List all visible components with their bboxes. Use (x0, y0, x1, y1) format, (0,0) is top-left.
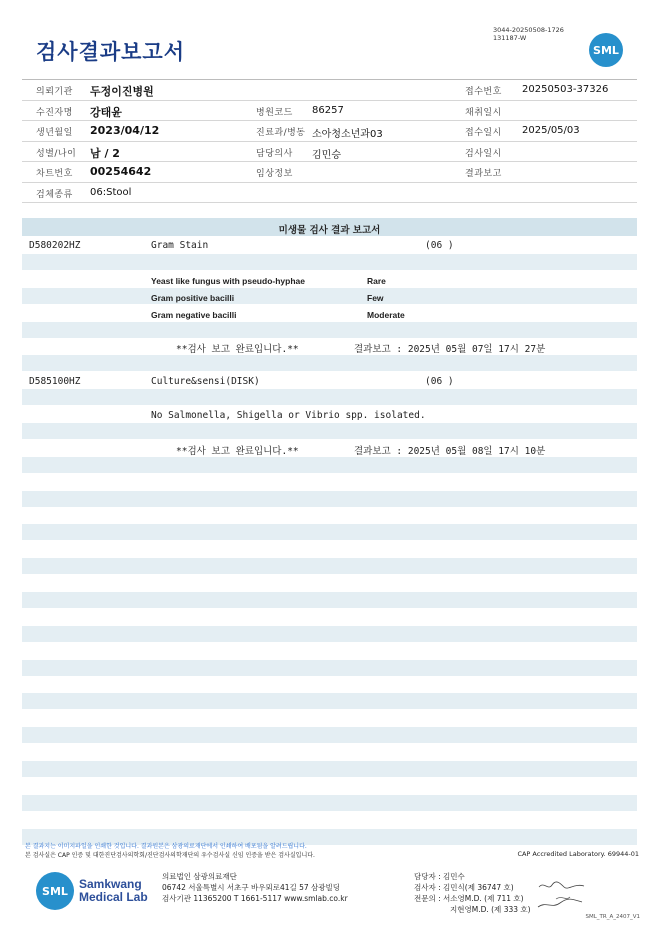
section-header-bar (22, 218, 637, 236)
info-label: 접수번호 (465, 87, 502, 97)
report-complete-text: **검사 보고 완료입니다.** (176, 344, 299, 355)
receipt-number-value: 20250503-37326 (522, 84, 609, 95)
info-label: 병원코드 (256, 107, 293, 118)
row-stripe (22, 761, 637, 777)
staff-tester: 검사자 : 김민식(제 36747 호) (414, 883, 514, 892)
info-label: 의뢰기관 (36, 87, 73, 97)
row-stripe (22, 355, 637, 371)
test-code: D585100HZ (29, 376, 81, 387)
report-datetime: 결과보고 : 2025년 05월 08일 17시 10분 (354, 446, 546, 457)
staff-specialist: 지현영M.D. (제 333 호) (450, 905, 531, 914)
info-label: 검사일시 (465, 148, 502, 159)
info-label: 검체종류 (36, 189, 73, 200)
info-label: 결과보고 (465, 169, 502, 179)
specimen-code: (06 ) (425, 240, 454, 251)
row-stripe (22, 322, 637, 338)
org-name: 의료법인 삼광의료재단 (162, 872, 237, 881)
info-label: 차트번호 (36, 169, 73, 179)
info-row (22, 183, 637, 204)
row-stripe (22, 626, 637, 642)
gram-finding: Gram negative bacilli (151, 310, 237, 320)
info-label: 채취일시 (465, 107, 502, 118)
logo-text-line1: Samkwang (79, 877, 142, 891)
row-stripe (22, 795, 637, 811)
info-row (22, 121, 637, 142)
hospital-code-value: 86257 (312, 104, 344, 116)
row-stripe (22, 457, 637, 473)
info-label: 접수일시 (465, 128, 502, 138)
gram-grade: Rare (367, 276, 386, 286)
staff-info (414, 871, 531, 915)
test-code: D580202HZ (29, 240, 81, 251)
document-code-line1: 3044-20250508-1726 (493, 26, 564, 34)
samkwang-logo (36, 872, 148, 910)
info-label: 성별/나이 (36, 148, 77, 159)
row-stripe (22, 660, 637, 676)
form-code: SML_TR_A_2407_V1 (585, 914, 640, 920)
row-stripe (22, 727, 637, 743)
org-address: 06742 서울특별시 서초구 바우뫼로41길 57 삼광빌딩 (162, 883, 341, 892)
receipt-date-value: 2025/05/03 (522, 125, 580, 136)
report-datetime: 결과보고 : 2025년 05월 07일 17시 27분 (354, 344, 546, 355)
row-stripe (22, 592, 637, 608)
row-stripe (22, 693, 637, 709)
section-title: 미생물 검사 결과 보고서 (278, 225, 381, 236)
staff-specialist: 전문의 : 서소영M.D. (제 711 호) (414, 894, 524, 903)
info-row (22, 80, 637, 101)
org-contact: 검사기관 11365200 T 1661-5117 www.smlab.co.kr (162, 894, 348, 903)
test-name: Gram Stain (151, 240, 209, 251)
info-label: 임상정보 (256, 169, 293, 179)
document-code-line2: 131187-W (493, 34, 527, 42)
patient-name-value: 강태윤 (90, 105, 122, 119)
organization-info (162, 871, 348, 904)
signature-icon (536, 879, 588, 911)
culture-result: No Salmonella, Shigella or Vibrio spp. isolated. (151, 410, 426, 421)
logo-text (79, 878, 148, 904)
cap-accreditation: CAP Accredited Laboratory. 69944-01 (517, 850, 639, 858)
birth-date-value: 2023/04/12 (90, 124, 160, 137)
report-complete-text: **검사 보고 완료입니다.** (176, 446, 299, 457)
logo-text-line2: Medical Lab (79, 890, 148, 904)
gram-finding: Yeast like fungus with pseudo-hyphae (151, 276, 305, 286)
test-name: Culture&sensi(DISK) (151, 376, 260, 387)
info-row (22, 142, 637, 163)
sml-logo-icon: SML (36, 872, 74, 910)
page-title: 검사결과보고서 (36, 40, 186, 64)
accreditation-notice: 본 검사실은 CAP 인증 및 대한진단검사의학회/진단검사의학재단의 우수검사실 신임 인증을 받은 검사실입니다. (25, 852, 315, 859)
row-stripe (22, 254, 637, 270)
row-stripe (22, 288, 637, 304)
print-notice: 본 결과지는 이미지파일을 인쇄한 것입니다. 결과원본은 삼광의료재단에서 인쇄하여 배포됨을 알려드립니다. (25, 843, 307, 850)
staff-manager: 담당자 : 김민수 (414, 872, 465, 881)
info-label: 진료과/병동 (256, 128, 306, 138)
patient-info-table (22, 79, 637, 203)
document-code (493, 26, 564, 42)
department-value: 소아청소년과03 (312, 129, 383, 140)
institution-value: 두정이진병원 (90, 85, 154, 98)
chart-number-value: 00254642 (90, 165, 152, 178)
info-label: 생년월일 (36, 128, 73, 138)
info-row (22, 162, 637, 183)
info-label: 수진자명 (36, 107, 73, 118)
row-stripe (22, 558, 637, 574)
row-stripe (22, 389, 637, 405)
gram-grade: Moderate (367, 310, 405, 320)
sex-age-value: 남 / 2 (90, 146, 120, 160)
sml-logo-icon: SML (589, 33, 623, 67)
specimen-type-value: 06:Stool (90, 186, 132, 198)
doctor-value: 김민승 (312, 149, 341, 161)
info-label: 담당의사 (256, 148, 293, 159)
gram-finding: Gram positive bacilli (151, 293, 235, 303)
info-row (22, 101, 637, 122)
row-stripe (22, 491, 637, 507)
row-stripe (22, 423, 637, 439)
gram-grade: Few (367, 293, 384, 303)
specimen-code: (06 ) (425, 376, 454, 387)
row-stripe (22, 524, 637, 540)
